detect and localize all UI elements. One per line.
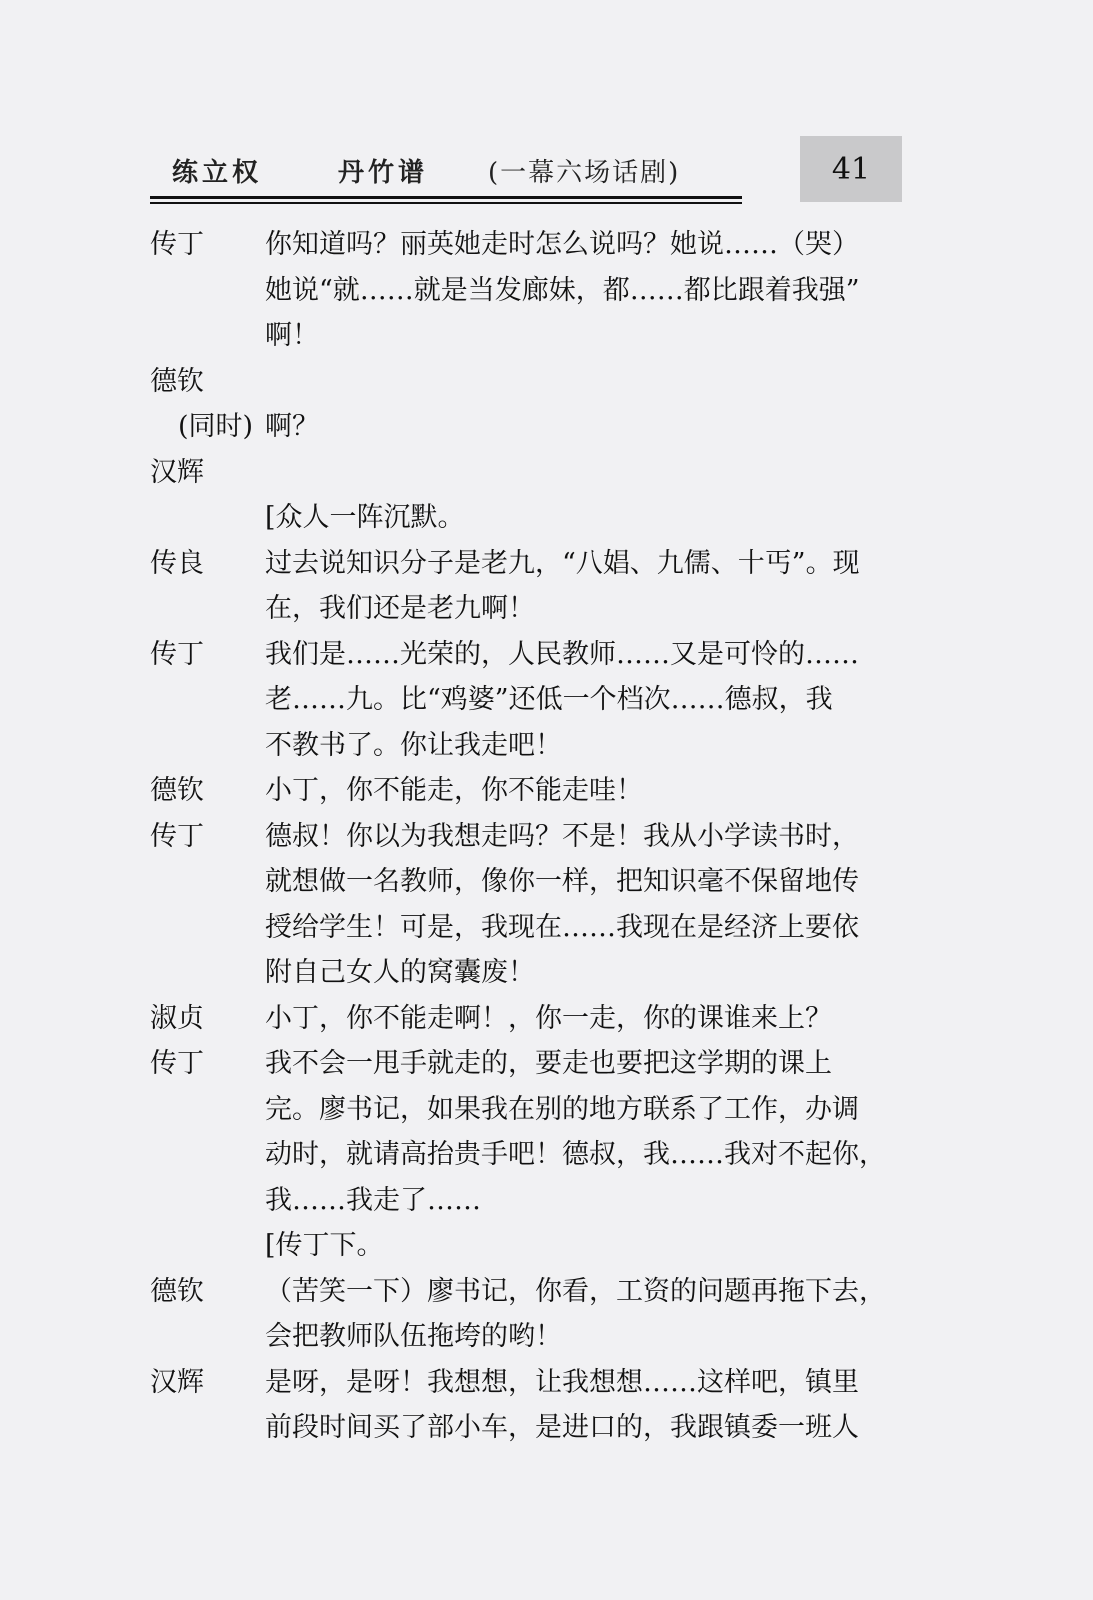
speaker-name: (同时) bbox=[178, 411, 254, 442]
dialogue-entry bbox=[150, 359, 920, 405]
dialogue-line: 小丁，你不能走啊！，你一走，你的课谁来上？ bbox=[265, 1002, 832, 1034]
dialogue-line bbox=[265, 359, 920, 405]
dialogue-text bbox=[265, 768, 920, 814]
dialogue-line: 小丁，你不能走，你不能走哇！ bbox=[265, 775, 643, 806]
stage-direction bbox=[150, 1223, 920, 1269]
dialogue-line: 过去说知识分子是老九，“八娼、九儒、十丐”。现 bbox=[265, 547, 860, 579]
direction-line: [众人一阵沉默。 bbox=[265, 502, 465, 533]
script-body bbox=[150, 222, 920, 1451]
dialogue-line: 附自己女人的窝囊废！ bbox=[265, 957, 535, 988]
header-rule-thin bbox=[150, 202, 742, 204]
dialogue-line: 老……九。比“鸡婆”还低一个档次……德叔，我 bbox=[265, 684, 833, 715]
dialogue-line: 我……我走了…… bbox=[265, 1184, 481, 1216]
dialogue-text bbox=[265, 1360, 920, 1451]
dialogue-line: 你知道吗？丽英她走时怎么说吗？她说……（哭） bbox=[265, 229, 859, 260]
dialogue-entry bbox=[150, 814, 920, 996]
dialogue-entry bbox=[150, 450, 920, 496]
dialogue-line: 啊！ bbox=[265, 320, 319, 351]
speaker-name: 德钦 bbox=[150, 365, 204, 397]
speaker-name: 传丁 bbox=[150, 638, 204, 670]
dialogue-line: 在，我们还是老九啊！ bbox=[265, 593, 535, 624]
header-author: 练立权 bbox=[172, 158, 263, 188]
dialogue-line: 会把教师队伍拖垮的哟！ bbox=[265, 1321, 562, 1352]
dialogue-entry bbox=[150, 996, 920, 1042]
dialogue-text bbox=[265, 404, 920, 450]
header-genre: (一幕六场话剧) bbox=[488, 158, 681, 188]
dialogue-text bbox=[265, 541, 920, 632]
dialogue-line: 不教书了。你让我走吧！ bbox=[265, 729, 562, 761]
dialogue-line: （苦笑一下）廖书记，你看，工资的问题再拖下去， bbox=[265, 1275, 886, 1307]
speaker-name: 传丁 bbox=[150, 1048, 204, 1079]
dialogue-entry bbox=[150, 1041, 920, 1223]
dialogue-line bbox=[265, 450, 920, 496]
dialogue-entry bbox=[150, 1269, 920, 1360]
dialogue-line: 授给学生！可是，我现在……我现在是经济上要依 bbox=[265, 911, 859, 943]
dialogue-text bbox=[265, 996, 920, 1042]
dialogue-line: 德叔！你以为我想走吗？不是！我从小学读书时， bbox=[265, 820, 859, 852]
dialogue-line: 是呀，是呀！我想想，让我想想……这样吧，镇里 bbox=[265, 1366, 859, 1398]
dialogue-line: 前段时间买了部小车，是进口的，我跟镇委一班人 bbox=[265, 1412, 859, 1443]
dialogue-entry bbox=[150, 768, 920, 814]
speaker-name: 淑贞 bbox=[150, 1002, 204, 1034]
running-header bbox=[150, 140, 910, 210]
speaker-name: 汉辉 bbox=[150, 1366, 204, 1398]
dialogue-line: 她说“就……就是当发廊妹，都……都比跟着我强” bbox=[265, 274, 860, 306]
dialogue-entry bbox=[150, 632, 920, 769]
dialogue-text bbox=[265, 359, 920, 405]
speaker-name: 传良 bbox=[150, 547, 204, 579]
dialogue-entry bbox=[150, 222, 920, 359]
speaker-name: 德钦 bbox=[150, 1275, 204, 1307]
stage-direction bbox=[150, 495, 920, 541]
dialogue-entry bbox=[150, 541, 920, 632]
dialogue-line: 就想做一名教师，像你一样，把知识毫不保留地传 bbox=[265, 866, 859, 897]
dialogue-text bbox=[265, 1041, 920, 1223]
dialogue-entry bbox=[150, 404, 920, 450]
speaker-name: 传丁 bbox=[150, 229, 204, 260]
speaker-name: 汉辉 bbox=[150, 456, 204, 488]
dialogue-line: 完。廖书记，如果我在别的地方联系了工作，办调 bbox=[265, 1093, 859, 1125]
direction-line: [传丁下。 bbox=[265, 1230, 384, 1261]
dialogue-line: 我们是……光荣的，人民教师……又是可怜的…… bbox=[265, 638, 859, 670]
speaker-name: 德钦 bbox=[150, 775, 204, 806]
header-title: 丹竹谱 bbox=[338, 158, 429, 188]
dialogue-line: 啊？ bbox=[265, 411, 319, 442]
dialogue-text bbox=[265, 450, 920, 496]
dialogue-entry bbox=[150, 1360, 920, 1451]
dialogue-line: 我不会一甩手就走的，要走也要把这学期的课上 bbox=[265, 1048, 832, 1079]
dialogue-line: 动时，就请高抬贵手吧！德叔，我……我对不起你， bbox=[265, 1139, 886, 1170]
dialogue-text bbox=[265, 632, 920, 769]
page-number: 41 bbox=[800, 136, 902, 202]
dialogue-text bbox=[265, 814, 920, 996]
header-rule-thick bbox=[150, 196, 742, 199]
dialogue-text bbox=[265, 1269, 920, 1360]
dialogue-text bbox=[265, 222, 920, 359]
speaker-name: 传丁 bbox=[150, 820, 204, 852]
